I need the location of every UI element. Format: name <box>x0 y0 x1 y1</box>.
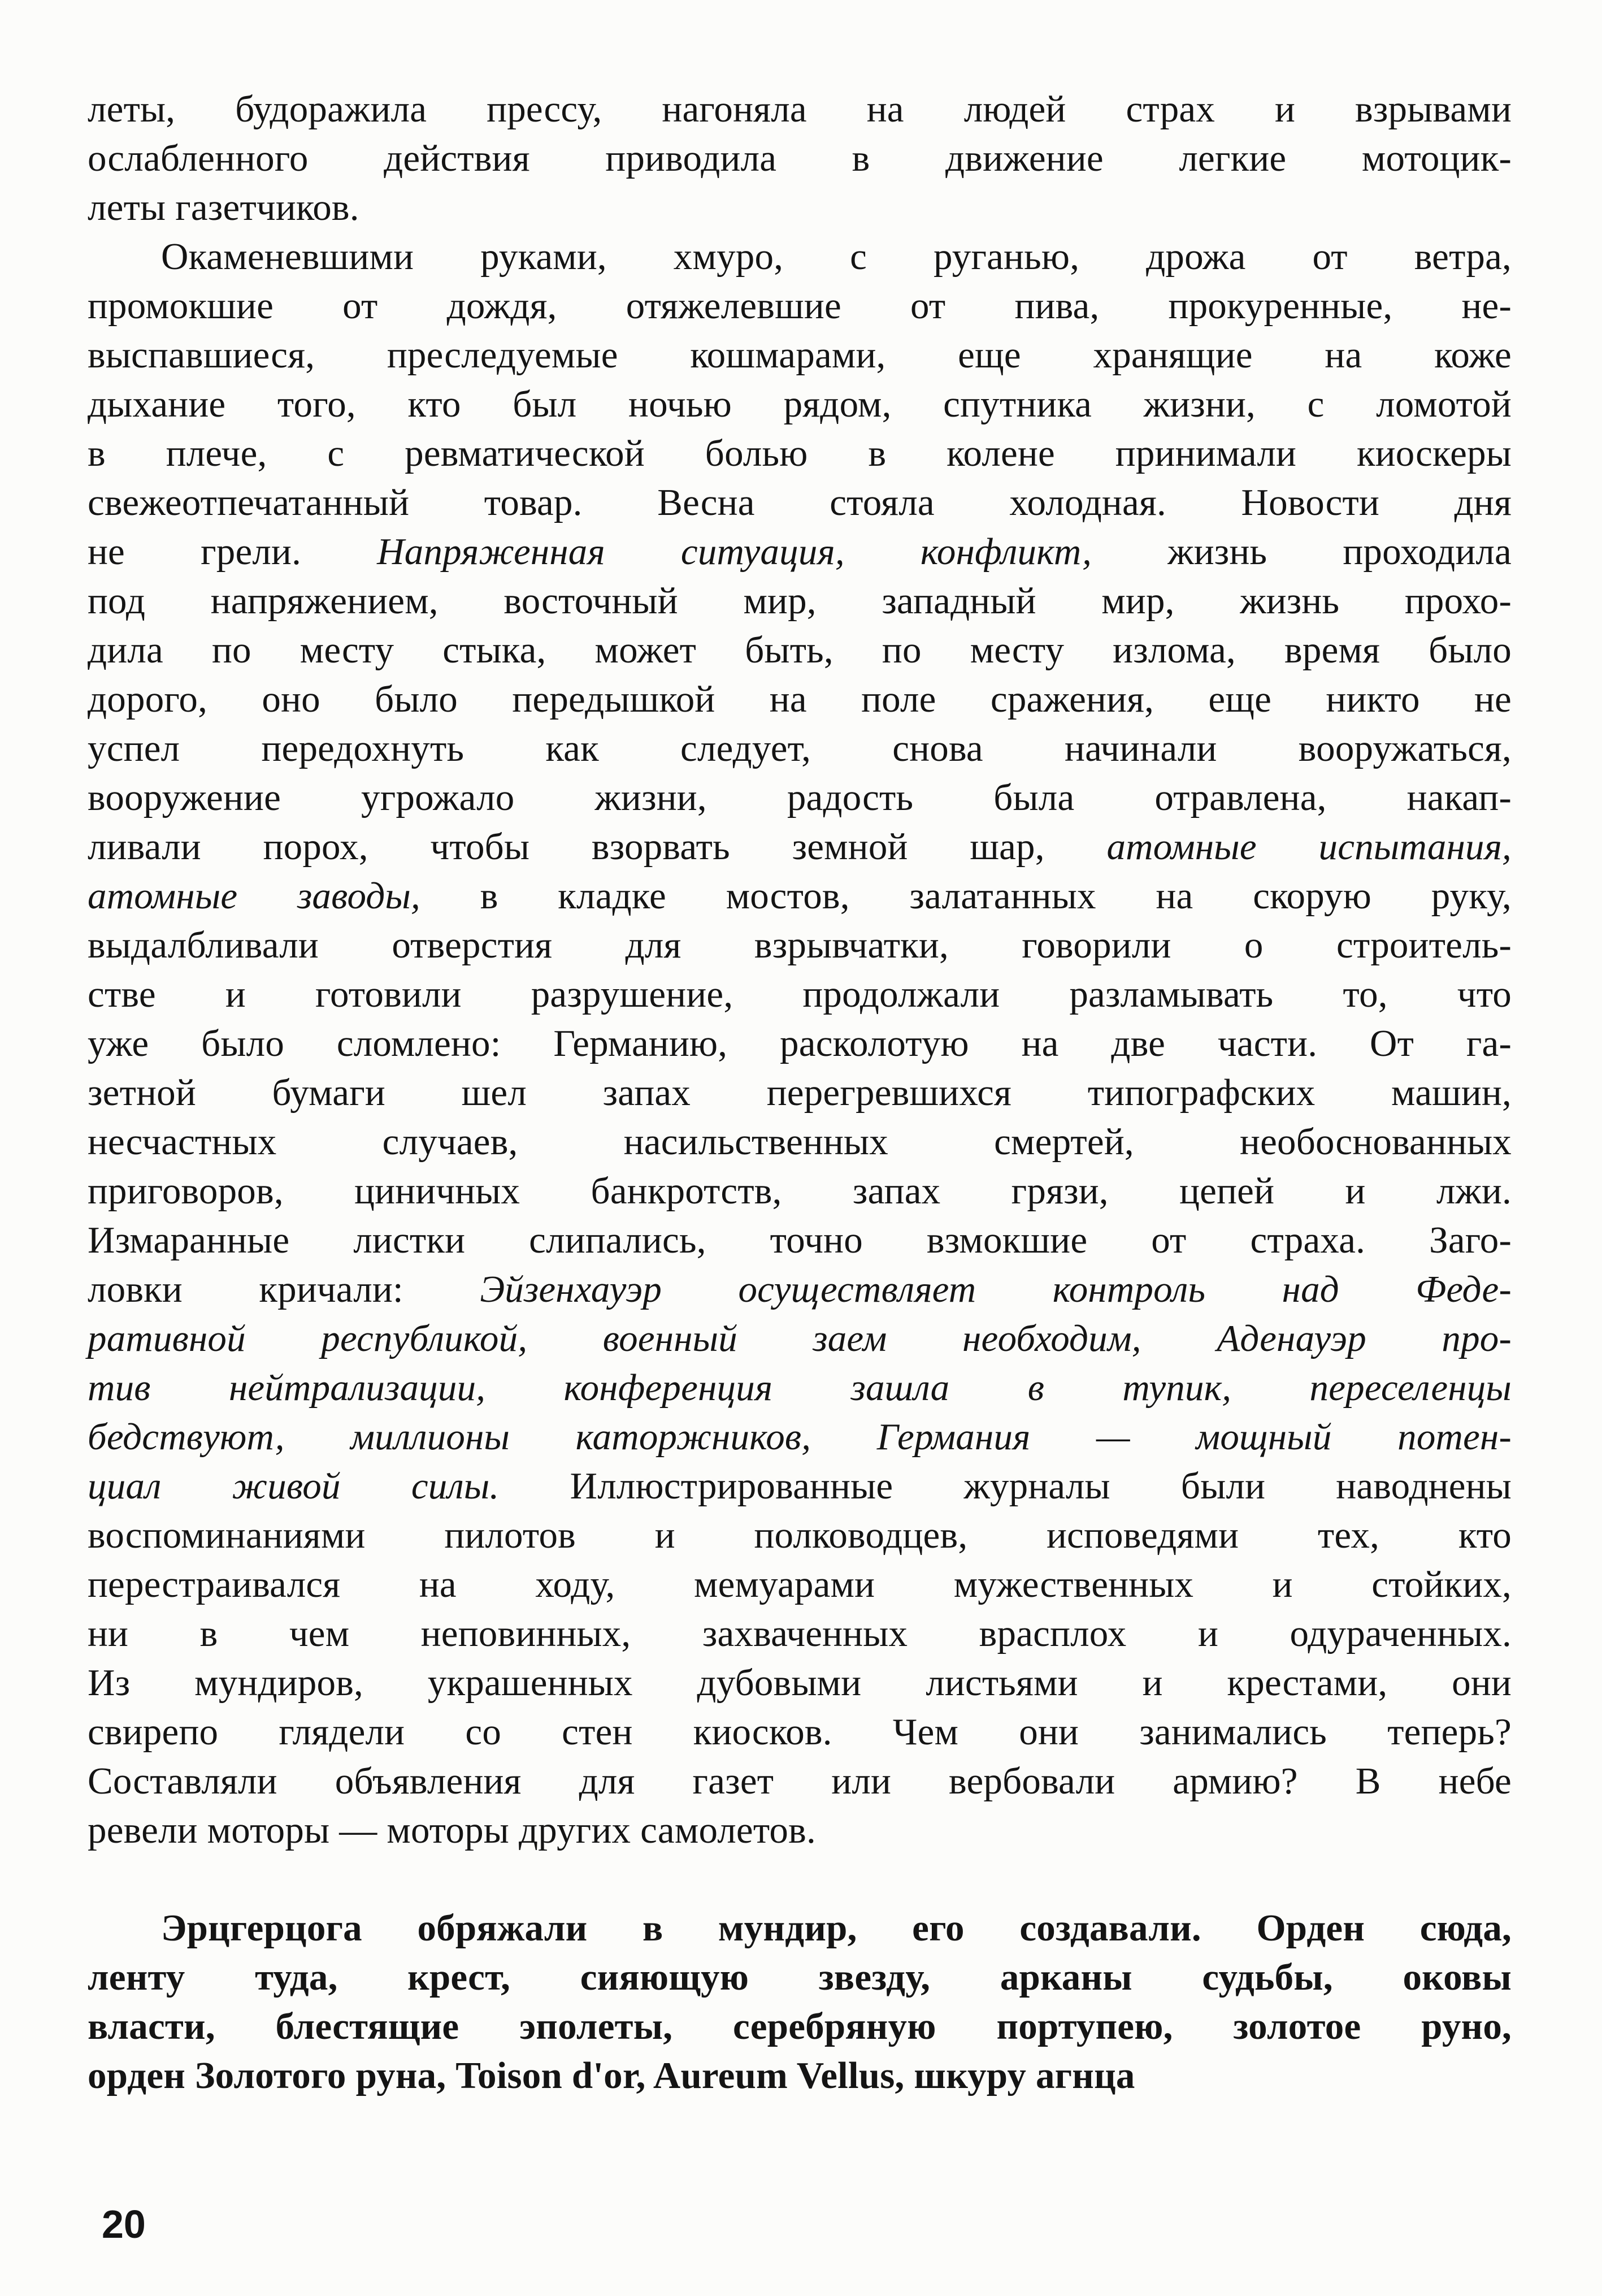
text-line <box>88 872 1512 921</box>
text-line <box>88 1363 1512 1413</box>
text-run: воспоминаниями пилотов и полководцев, исповедями тех, кто <box>88 1514 1512 1556</box>
text-run: жизнь проходила <box>1092 531 1512 573</box>
text-run: дила по месту стыка, может быть, по месту излома, время было <box>88 629 1512 671</box>
text-line <box>88 1216 1512 1265</box>
text-run: стве и готовили разрушение, продолжали разламывать то, что <box>88 973 1512 1015</box>
italic-text: циал живой силы. <box>88 1465 500 1507</box>
text-line <box>88 675 1512 724</box>
text-run: зетной бумаги шел запах перегревшихся типографских машин, <box>88 1072 1512 1114</box>
text-line <box>88 232 1512 281</box>
text-run: Окаменевшими руками, хмуро, с руганью, дрожа от ветра, <box>161 236 1512 278</box>
italic-text: ративной республикой, военный заем необходим, Аденауэр про- <box>88 1318 1512 1359</box>
text-run: выспавшиеся, преследуемые кошмарами, еще хранящие на коже <box>88 334 1512 376</box>
text-run: ливали порох, чтобы взорвать земной шар, <box>88 826 1107 868</box>
text-run: промокшие от дождя, отяжелевшие от пива, прокуренные, не- <box>88 285 1512 327</box>
italic-text: Напряженная ситуация, конфликт, <box>377 531 1092 573</box>
text-line <box>88 822 1512 872</box>
text-run: ослабленного действия приводила в движение легкие мотоцик- <box>88 137 1512 179</box>
text-run: перестраивался на ходу, мемуарами мужественных и стойких, <box>88 1563 1512 1605</box>
text-line <box>88 2002 1512 2051</box>
text-line <box>88 1019 1512 1068</box>
text-line <box>88 85 1512 134</box>
italic-text: бедствуют, миллионы каторжников, Германия — мощный потен- <box>88 1416 1512 1458</box>
text-line <box>88 429 1512 478</box>
text-line <box>88 1314 1512 1363</box>
text-run: Эрцгерцога обряжали в мундир, его создавали. Орден сюда, <box>161 1907 1512 1949</box>
text-line <box>88 1068 1512 1117</box>
text-run: власти, блестящие эполеты, серебряную портупею, золотое руно, <box>88 2005 1512 2047</box>
text-run: в кладке мостов, залатанных на скорую руку, <box>420 875 1512 917</box>
text-line <box>88 1117 1512 1167</box>
text-run: под напряжением, восточный мир, западный мир, жизнь прохо- <box>88 580 1512 622</box>
text-run: дорого, оно было передышкой на поле сражения, еще никто не <box>88 678 1512 720</box>
text-run: приговоров, циничных банкротств, запах грязи, цепей и лжи. <box>88 1170 1512 1212</box>
paragraph-continuation <box>88 85 1512 232</box>
text-line <box>88 331 1512 380</box>
text-run: Иллюстрированные журналы были наводнены <box>499 1465 1512 1507</box>
text-line <box>88 478 1512 527</box>
text-run: Из мундиров, украшенных дубовыми листьями и крестами, они <box>88 1662 1512 1704</box>
text-run: уже было сломлено: Германию, расколотую на две части. От га- <box>88 1023 1512 1064</box>
text-line <box>88 1708 1512 1757</box>
text-run: ленту туда, крест, сияющую звезду, арканы судьбы, оковы <box>88 1956 1512 1998</box>
archduke-paragraph <box>88 1904 1512 2100</box>
text-run: не грели. <box>88 531 377 573</box>
text-line <box>88 2051 1512 2100</box>
text-line <box>88 1609 1512 1658</box>
text-line <box>88 281 1512 331</box>
text-line <box>88 1904 1512 1953</box>
text-line <box>88 1560 1512 1609</box>
text-run: в плече, с ревматической болью в колене принимали киоскеры <box>88 432 1512 474</box>
text-line <box>88 921 1512 970</box>
text-line <box>88 724 1512 773</box>
text-line <box>88 1658 1512 1708</box>
italic-text: атомные испытания, <box>1106 826 1512 868</box>
text-run: леты, будоражила прессу, нагоняла на людей страх и взрывами <box>88 88 1512 130</box>
text-run: успел передохнуть как следует, снова начинали вооружаться, <box>88 727 1512 769</box>
italic-text: тив нейтрализации, конференция зашла в тупик, переселенцы <box>88 1367 1512 1409</box>
text-run: несчастных случаев, насильственных смертей, необоснованных <box>88 1121 1512 1163</box>
text-line <box>88 1265 1512 1314</box>
text-run: ловки кричали: <box>88 1268 480 1310</box>
text-run: выдалбливали отверстия для взрывчатки, говорили о строитель- <box>88 924 1512 966</box>
italic-text: Эйзенхауэр осуществляет контроль над Феде- <box>480 1268 1512 1310</box>
text-line <box>88 380 1512 429</box>
text-run: орден Золотого руна, Toison d'or, Aureum Vellus, шкуру агнца <box>88 2055 1135 2096</box>
text-line <box>88 1462 1512 1511</box>
text-run: леты газетчиков. <box>88 187 359 228</box>
page-number: 20 <box>102 2202 146 2246</box>
text-line <box>88 134 1512 183</box>
text-run: Измаранные листки слипались, точно взмокшие от страха. Заго- <box>88 1219 1512 1261</box>
paragraph-main <box>88 232 1512 1855</box>
text-run: ревели моторы — моторы других самолетов. <box>88 1809 816 1851</box>
text-line <box>88 1757 1512 1806</box>
paragraph-archduke <box>88 1904 1512 2100</box>
text-line <box>88 1953 1512 2002</box>
text-run: ни в чем неповинных, захваченных врасплох и одураченных. <box>88 1613 1512 1654</box>
text-line <box>88 1167 1512 1216</box>
text-run: Составляли объявления для газет или вербовали армию? В небе <box>88 1760 1512 1802</box>
text-run: дыхание того, кто был ночью рядом, спутника жизни, с ломотой <box>88 383 1512 425</box>
text-line <box>88 183 1512 232</box>
text-line <box>88 577 1512 626</box>
text-line <box>88 527 1512 577</box>
text-line <box>88 626 1512 675</box>
text-line <box>88 1413 1512 1462</box>
text-line <box>88 1511 1512 1560</box>
italic-text: атомные заводы, <box>88 875 420 917</box>
text-line <box>88 773 1512 822</box>
text-line <box>88 970 1512 1019</box>
text-run: свежеотпечатанный товар. Весна стояла холодная. Новости дня <box>88 482 1512 523</box>
main-text <box>88 85 1512 1855</box>
text-line <box>88 1806 1512 1855</box>
text-run: вооружение угрожало жизни, радость была отравлена, накап- <box>88 777 1512 818</box>
text-run: свирепо глядели со стен киосков. Чем они занимались теперь? <box>88 1711 1512 1753</box>
